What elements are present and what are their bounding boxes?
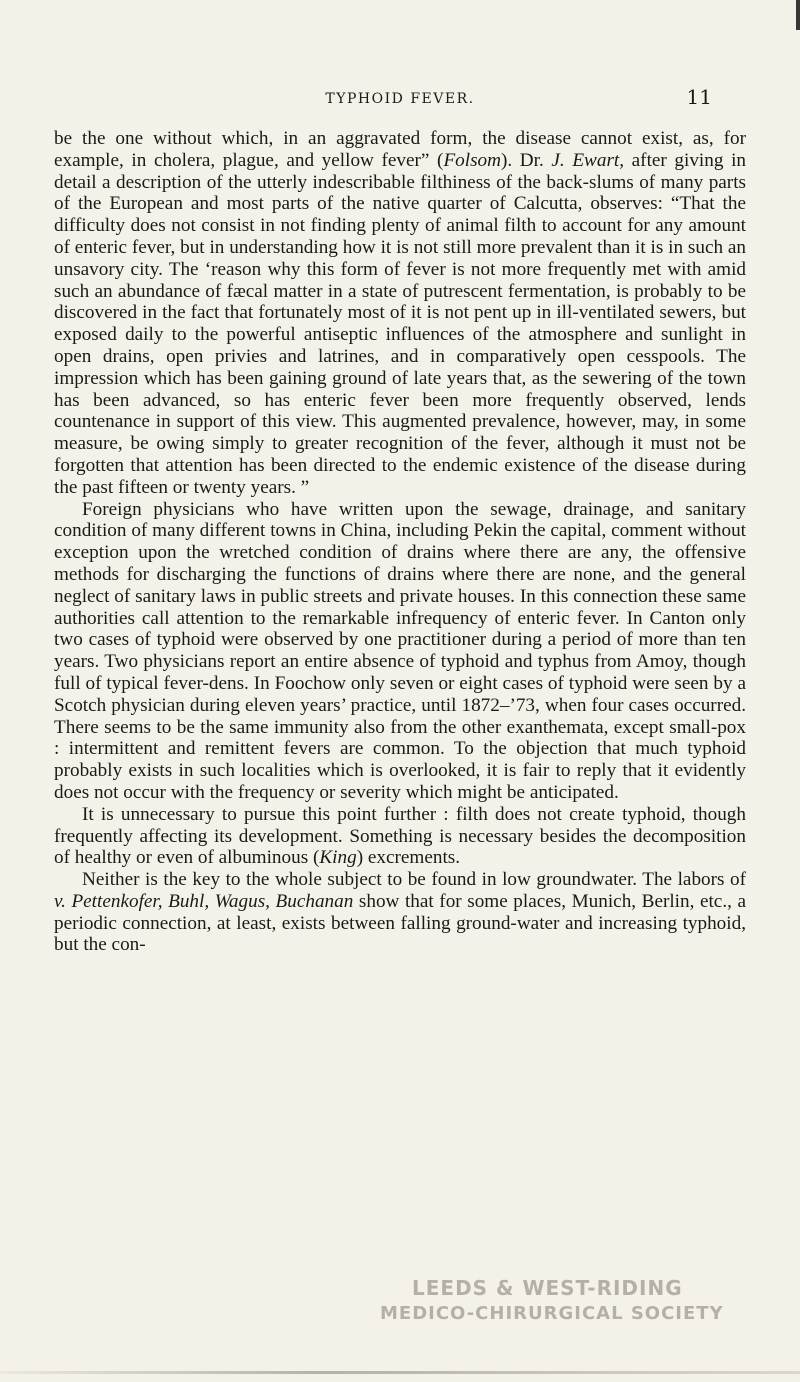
paragraph (54, 128, 746, 499)
italic-text: v. Pettenkofer, Buhl, Wagus, Buchanan (54, 890, 354, 912)
text-run: after giving in detail a description of the utterly indescribable filthiness of the back-slums of many parts of the European and most parts of the native quarter of Calcutta, observes: “That the difficulty does not consist in not finding plenty of animal filth to account for any amount of enteric fever, but in understanding how it is not still more prevalent than it is in such an unsavory city. The ‘reason why this form of fever is not more frequently met with amid such an abundance of fæcal matter in a state of putrescent fermentation, is probably to be discovered in the fact that fortunately most of it is not pent up in ill-ventilated sewers, but exposed daily to the powerful antiseptic influences of the atmosphere and sunlight in open drains, open privies and latrines, and in comparatively open cesspools. The impression which has been gaining ground of late years that, as the sewering of the town has been advanced, so has enteric fever been more frequently observed, lends countenance in support of this view. This augmented prevalence, however, may, in some measure, be owing simply to greater recognition of the fever, although it must not be forgotten that attention has been directed to the endemic existence of the disease during the past fifteen or twenty years. ” (54, 149, 746, 498)
page-number: 11 (686, 85, 712, 109)
page-edge-mark (796, 0, 800, 30)
running-head (0, 85, 800, 115)
paragraph (54, 869, 746, 956)
paragraph (54, 499, 746, 804)
text-run: It is unnecessary to pursue this point further : filth does not create typhoid, though frequently affecting its development. Something is necessary besides the decomposition of healthy or even of albuminous ( (54, 803, 746, 869)
text-run: be the one without which, in an aggravated form, the disease cannot exist, as, for example, in cholera, plague, and yellow fever” ( (54, 128, 746, 171)
italic-text: King (319, 847, 357, 869)
italic-text: Folsom (443, 149, 501, 171)
running-title: TYPHOID FEVER. (325, 91, 475, 107)
bottom-edge (0, 1371, 800, 1374)
text-run: show that for some places, Munich, Berlin, etc., a periodic connection, at least, exists between falling ground-water and increasing typhoid, but the con- (54, 890, 746, 956)
text-run: Foreign physicians who have written upon the sewage, drainage, and sanitary condition of many different towns in China, including Pekin the capital, comment without exception upon the wretched condition of drains where there are any, the offensive methods for discharging the functions of drains where there are none, and the general neglect of sanitary laws in public streets and private houses. In this connection these same authorities call attention to the remarkable infrequency of enteric fever. In Canton only two cases of typhoid were observed by one practitioner during a period of more than ten years. Two physicians report an entire absence of typhoid and typhus from Amoy, though full of typical fever-dens. In Foochow only seven or eight cases of typhoid were seen by a Scotch physician during eleven years’ practice, until 1872–’73, when four cases occurred. There seems to be the same immunity also from the other exanthemata, except small-pox : intermittent and remittent fevers are common. To the objection that much typhoid probably exists in such localities which is overlooked, it is fair to reply that it evidently does not occur with the frequency or severity which might be anticipated. (54, 498, 746, 803)
text-run: ). Dr. (501, 149, 552, 171)
italic-text: J. Ewart, (551, 149, 625, 171)
text-run: Neither is the key to the whole subject to be found in low groundwater. The labors of (82, 869, 746, 891)
library-stamp-line-1: LEEDS & WEST-RIDING (412, 1276, 683, 1300)
text-run: ) excrements. (356, 847, 461, 869)
library-stamp-line-2: MEDICO-CHIRURGICAL SOCIETY (380, 1303, 724, 1324)
paragraph (54, 804, 746, 869)
body-text (54, 128, 746, 956)
